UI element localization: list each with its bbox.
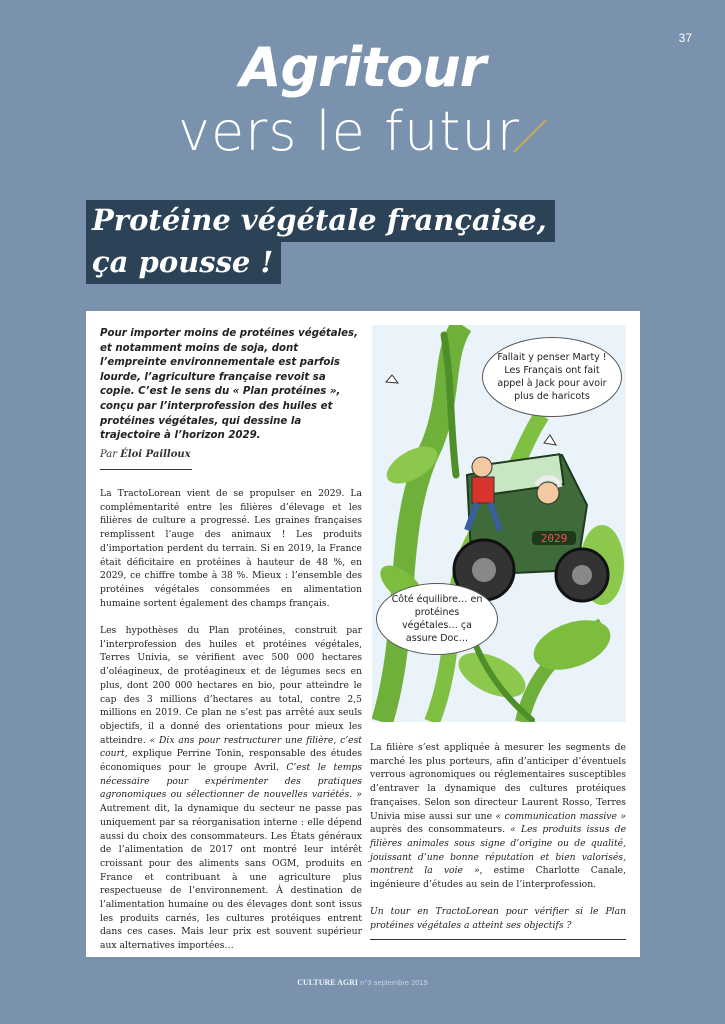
text-run: Autrement dit, la dynamique du secteur ne passe pas uniquement par sa réorganisation interne : elle dépend aussi du choix des consommateurs. Les États généraux de l’alimentation de 2017 ont montré leur intérêt croissant pour des aliments sans OGM, produits en France et contribuant à une agriculture plus respectueuse de l’environnement. À destination de l’alimentation humaine ou des élevages dont sont issus les produits carnés, les cultures protéiques entrent dans ces cases. Mais leur prix est souvent supérieur aux alternatives importées… — [100, 803, 362, 952]
end-divider — [370, 939, 626, 940]
text-run: Les hypothèses du Plan protéines, construit par l’interprofession des huiles et protéines végétales, Terres Univia, se vérifient avec 500 000 hectares d’oléagineux, de protéagineux et de légumes secs en plus, dont 200 000 hectares en bio, pour atteindre le cap des 3 millions d’hectares au total, contre 2,5 millions en 2019. Ce plan ne s’est pas arrêté aux seuls objectifs, il a donné des orientations pour mieux les atteindre. — [100, 625, 362, 746]
text-run: explique Perrine Tonin, responsable des études économiques pour le groupe Avril. — [100, 748, 362, 774]
text-run: , estime Charlotte Canale, ingénieure d’études au sein de l’interprofession. — [370, 865, 627, 891]
quote: « communication massive » — [495, 810, 627, 822]
section-title: Agritour — [239, 36, 486, 99]
slash-decoration — [510, 116, 550, 156]
article-lead: Pour importer moins de protéines végétales, et notamment moins de soja, dont l’empreinte environnementale est parfois lourde, l’agriculture française revoit sa copie. C’est le sens du « Plan protéines », conçu par l’interprofession des huiles et protéines végétales, qui dessine la trajectoire à l’horizon 2029. — [100, 328, 358, 442]
text-run: auprès des consommateurs. — [370, 824, 511, 836]
closing-paragraph: Un tour en TractoLorean pour vérifier si le Plan protéines végétales a atteint ses objectifs ? — [370, 906, 626, 932]
article-headline — [86, 200, 555, 284]
right-column — [370, 741, 626, 947]
byline-prefix: Par — [100, 449, 118, 460]
section-subtitle: vers le futur — [178, 100, 520, 163]
speech-bubble-marty: Fallait y penser Marty ! Les Français ont fait appel à Jack pour avoir plus de haricots — [482, 337, 622, 417]
left-column — [100, 487, 362, 967]
tractor-plate: 2029 — [540, 532, 568, 545]
page-number: 37 — [678, 31, 692, 45]
text-run: La filière s’est appliquée à mesurer les segments de marché les plus porteurs, afin d’anticiper d’éventuels verrous agronomiques ou réglementaires susceptibles d’entraver la dynamique des cultures protéiques françaises. Selon son directeur Laurent Rosso, Terres Univia mise aussi sur une — [370, 742, 626, 822]
cartoon-illustration — [372, 325, 626, 722]
quote: « Dix ans pour restructurer une filière, c’est court, — [100, 734, 362, 760]
quote: C’est le temps nécessaire pour expérimenter des pratiques agronomiques ou sélectionner de nouvelles variétés. » — [100, 762, 362, 801]
article-card — [86, 311, 640, 957]
issue-info: n°3 septembre 2019 — [360, 978, 428, 987]
byline-author: Éloi Pailloux — [120, 449, 191, 460]
quote: « Les produits issus de filières animales sous signe d’origine ou de qualité, jouissant d’une bonne réputation et bien valorisés, montrent la voie » — [370, 824, 627, 877]
speech-bubble-doc: Côté équilibre… en protéines végétales… ça assure Doc… — [376, 583, 498, 655]
magazine-name: CULTURE AGRI — [297, 978, 359, 987]
byline — [100, 449, 191, 460]
paragraph: La TractoLorean vient de se propulser en 2029. La complémentarité entre les filières d’élevage et les filières de culture a progressé. Les graines françaises remplissent l’auge des animaux ! Les produits d’importation perdent du terrain. Si en 2019, la France était déficitaire en protéines à hauteur de 48 %, en 2029, ce chiffre tombe à 38 %. Mieux : l’ensemble des protéines végétales consommées en alimentation humaine sortent également des champs français. — [100, 488, 362, 609]
headline-line-1: Protéine végétale française, — [86, 200, 555, 242]
paragraph — [100, 624, 362, 953]
page-footer — [0, 978, 725, 987]
headline-line-2: ça pousse ! — [86, 242, 281, 284]
byline-divider — [100, 469, 192, 470]
paragraph — [370, 741, 626, 892]
